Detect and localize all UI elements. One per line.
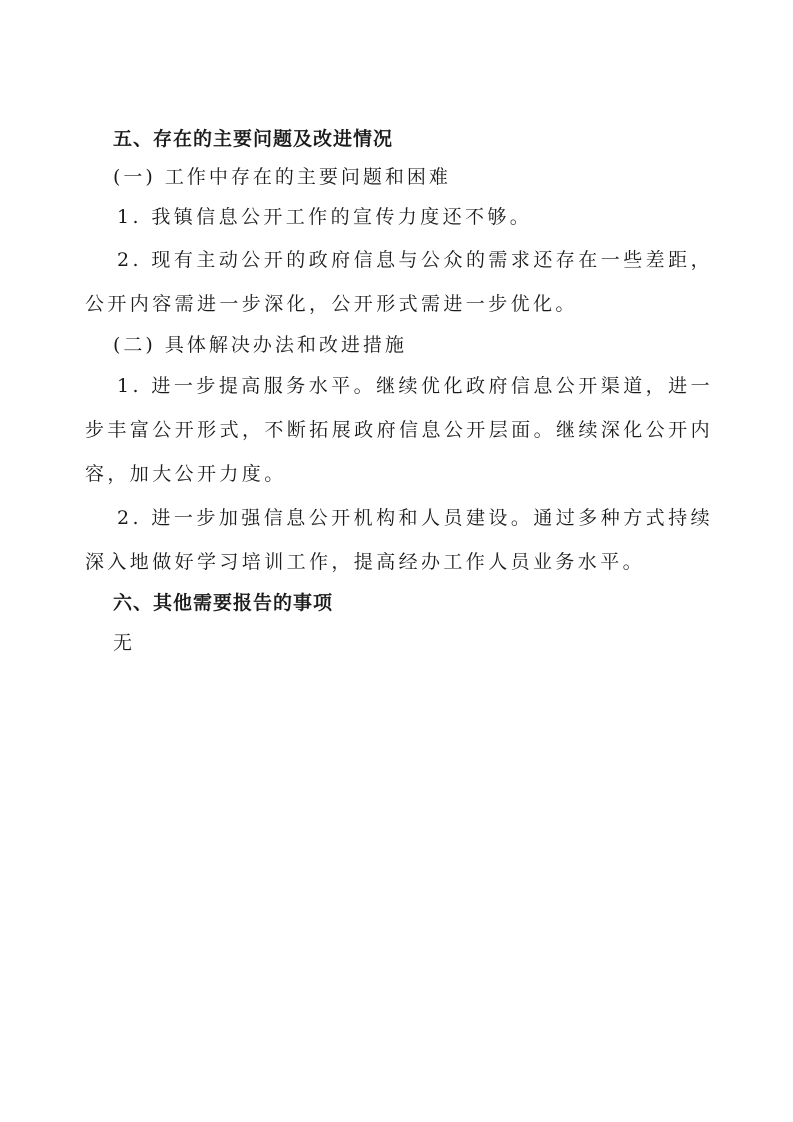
problem-item-1: 1. 我镇信息公开工作的宣传力度还不够。 [117,206,533,228]
section-six-heading: 六、其他需要报告的事项 [113,592,334,614]
problem-item-2: 2. 现有主动公开的政府信息与公众的需求还存在一些差距，公开内容需进一步深化，公开形式需进一步优化。 [85,249,713,315]
measure-item-2: 2. 进一步加强信息公开机构和人员建设。通过多种方式持续深入地做好学习培训工作，提高经办工作人员业务水平。 [85,507,713,573]
section-five-heading: 五、存在的主要问题及改进情况 [113,128,394,150]
section-six-body: 无 [113,632,133,654]
document-body [85,120,713,664]
subsection-problems-heading: (一) 工作中存在的主要问题和困难 [113,166,451,188]
measure-item-1: 1. 进一步提高服务水平。继续优化政府信息公开渠道，进一步丰富公开形式，不断拓展政府信息公开层面。继续深化公开内容，加大公开力度。 [85,375,713,485]
subsection-measures-heading: (二) 具体解决办法和改进措施 [113,334,407,356]
